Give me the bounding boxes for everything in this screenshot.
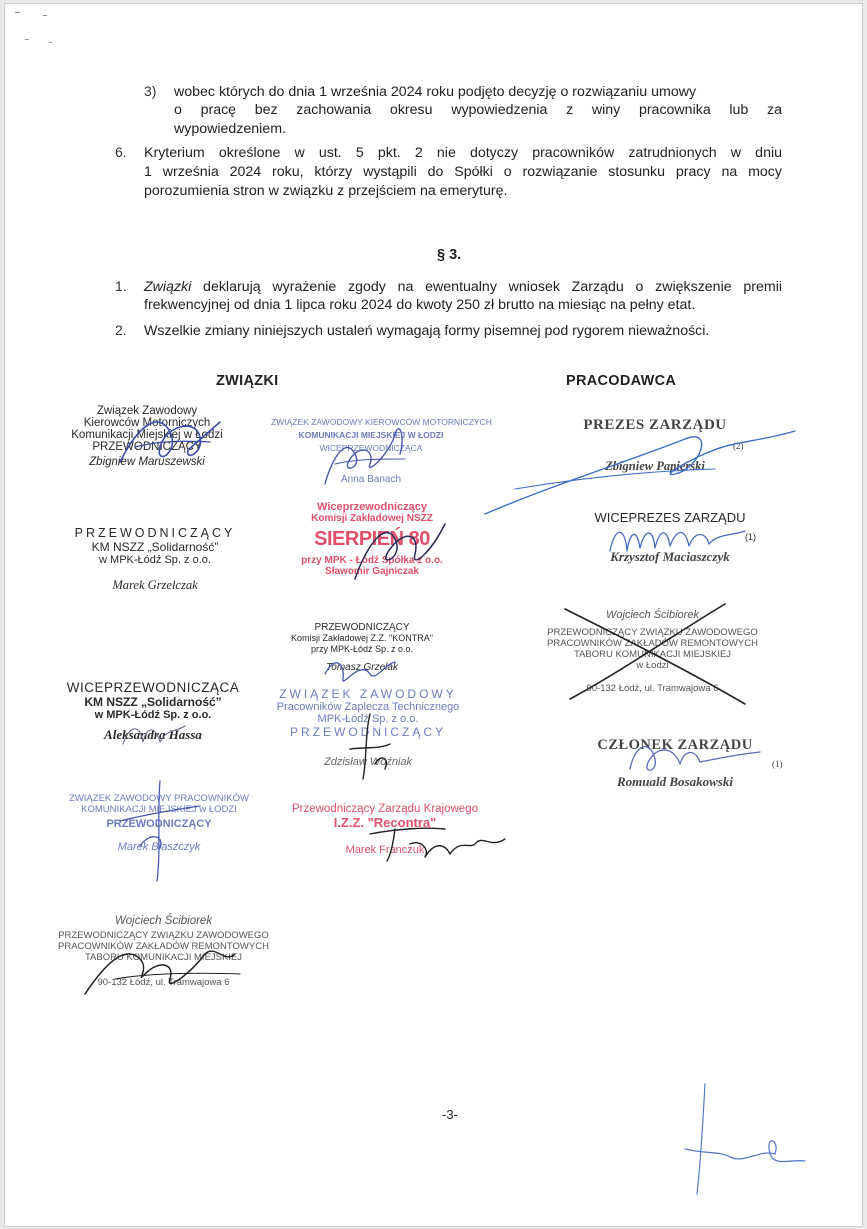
stamp-line: Wiceprzewodniczący bbox=[317, 501, 427, 513]
list-item-3-line1: wobec których do dnia 1 września 2024 roku podjęto decyzję o rozwiązaniu umowy bbox=[174, 84, 697, 100]
signature bbox=[620, 734, 770, 779]
stamp-name: Wojciech Ścibiorek bbox=[606, 609, 699, 621]
stamp-name: Tomasz Grzelak bbox=[326, 662, 398, 673]
page-number: -3- bbox=[442, 1107, 458, 1122]
stamp-line: KOMUNIKACJI MIEJSKIEJ W ŁODZI bbox=[298, 430, 444, 440]
stamp-line: w MPK-Łódź Sp. z o.o. bbox=[94, 709, 212, 721]
stamp-title: WICEPRZEWODNICZĄCA bbox=[66, 680, 240, 695]
stamp-line: 90-132 Łódź, ul. Tramwajowa 6 bbox=[97, 977, 230, 988]
stamp-line: MPK-Łódź Sp. z o.o. bbox=[317, 713, 419, 725]
stamp-name: Zbigniew Maruszewski bbox=[89, 456, 205, 468]
stamp-title: ZWIĄZEK ZAWODOWY bbox=[279, 687, 457, 701]
list-item-3-line2: o pracę bez zachowania okresu wypowiedzenia z winy pracownika lub za bbox=[174, 102, 782, 118]
signature bbox=[100, 402, 240, 477]
stamp-line: KM NSZZ „Solidarność” bbox=[91, 540, 219, 554]
stamp-line: ZWIĄZEK ZAWODOWY KIEROWCÓW MOTORNICZYCH bbox=[271, 417, 492, 427]
stamp-line: Kierowców Motorniczych bbox=[83, 417, 211, 429]
stamp-line: KM NSZZ „Solidarność” bbox=[84, 695, 222, 709]
stamp-line: PRACOWNIKÓW ZAKŁADÓW REMONTOWYCH bbox=[58, 941, 269, 952]
stamp-line: Komisji Zakładowej Z.Z. "KONTRA" bbox=[291, 633, 433, 643]
stamp-name: Marek Grzelczak bbox=[112, 578, 198, 592]
list-number: 3) bbox=[144, 83, 157, 99]
stamp-line: KOMUNIKACJI MIEJSKIEJ w ŁODZI bbox=[81, 804, 237, 815]
list-item-6-line3: porozumienia stron w związku z przejściem na emeryturę. bbox=[144, 183, 508, 199]
signature bbox=[65, 924, 265, 1004]
stamp-name: Marek Błaszczyk bbox=[117, 841, 201, 853]
document-page bbox=[4, 3, 863, 1227]
section3-p1-line2: frekwencyjnej od dnia 1 lipca roku 2024 do kwoty 250 zł brutto na miesiąc na pełny etat. bbox=[144, 297, 696, 313]
stamp-line: PRZEWODNICZĄCY bbox=[92, 441, 202, 453]
stamp-title: PRZEWODNICZĄCY bbox=[314, 622, 410, 633]
stamp-line: TABORU KOMUNIKACJI MIEJSKIEJ bbox=[573, 649, 732, 660]
stamp-name: Sławomir Gajniczak bbox=[325, 566, 419, 577]
column-title-pracodawca: PRACODAWCA bbox=[566, 373, 677, 389]
signature bbox=[335, 499, 455, 589]
list-number: 2. bbox=[115, 322, 127, 338]
stamp-name: Wojciech Ścibiorek bbox=[114, 915, 213, 927]
list-item-6-line2: 1 września 2024 roku, którzy wystąpili do Spółki o rozwiązanie stosunku pracy na mocy bbox=[144, 164, 782, 180]
signature bbox=[115, 714, 195, 754]
section3-p2: Wszelkie zmiany niniejszych ustaleń wymagają formy pisemnej pod rygorem nieważności. bbox=[144, 323, 710, 339]
stamp-title: WICEPREZES ZARZĄDU bbox=[594, 510, 746, 525]
stamp-line: ZWIĄZEK ZAWODOWY PRACOWNIKÓW bbox=[69, 793, 249, 804]
initials-mark bbox=[675, 1079, 815, 1199]
emphasis-text: Związki bbox=[144, 279, 192, 295]
stamp-title: Przewodniczący Zarządu Krajowego bbox=[291, 803, 478, 815]
signature bbox=[105, 776, 215, 886]
signature bbox=[365, 819, 515, 869]
stamp-line: PRACOWNIKÓW ZAKŁADÓW REMONTOWYCH bbox=[547, 638, 758, 649]
stamp-name: Zdzisław Woźniak bbox=[323, 756, 413, 768]
stamp-name: Aleksandra Hassa bbox=[104, 727, 202, 742]
list-item-6-line1: Kryterium określone w ust. 5 pkt. 2 nie dotyczy pracowników zatrudnionych w dniu bbox=[144, 145, 782, 161]
signature bbox=[605, 516, 765, 566]
stamp-name: Anna Banach bbox=[340, 474, 402, 485]
stamp-name: Zbigniew Papierski bbox=[605, 459, 705, 473]
stamp-index: (2) bbox=[733, 441, 744, 451]
section-heading: § 3. bbox=[437, 247, 462, 263]
stamp-line: przy MPK-Łódź Sp. z o.o. bbox=[310, 644, 414, 654]
column-title-zwiazki: ZWIĄZKI bbox=[216, 373, 279, 389]
stamp-line: w Łodzi bbox=[636, 660, 669, 671]
scan-speck bbox=[43, 15, 47, 16]
stamp-index: (1) bbox=[745, 532, 756, 542]
text: deklarują wyrażenie zgody na ewentualny wniosek Zarządu o zwiększenie premii bbox=[191, 279, 782, 295]
stamp-title: PRZEWODNICZĄCY bbox=[74, 526, 236, 540]
stamp-title: PRZEWODNICZĄCY bbox=[106, 818, 212, 830]
stamp-logo-text: SIERPIEŃ 80 bbox=[314, 528, 430, 550]
stamp-line: TABORU KOMUNIKACJI MIEJSKIEJ bbox=[84, 952, 243, 963]
stamp-line: w MPK-Łódź Sp. z o.o. bbox=[99, 554, 211, 566]
signature bbox=[475, 409, 805, 519]
signature bbox=[295, 404, 435, 494]
stamp-title: CZŁONEK ZARZĄDU bbox=[597, 737, 753, 753]
stamp-name: Marek Franczuk bbox=[345, 844, 425, 856]
stamp-line: PRZEWODNICZĄCY ZWIĄZKU ZAWODOWEGO bbox=[547, 627, 758, 638]
stamp-line: PRZEWODNICZĄCY ZWIĄZKU ZAWODOWEGO bbox=[58, 930, 269, 941]
stamp-index: (1) bbox=[772, 759, 783, 769]
cross-out-mark bbox=[545, 599, 775, 709]
stamp-solidarnosc-grzelczak bbox=[60, 526, 250, 593]
list-number: 1. bbox=[115, 278, 127, 294]
list-item-3-line3: wypowiedzeniem. bbox=[174, 121, 286, 137]
stamp-line: Pracowników Zaplecza Technicznego bbox=[276, 701, 460, 713]
scan-speck bbox=[15, 12, 20, 13]
stamp-line: Związek Zawodowy bbox=[96, 405, 198, 417]
stamp-line: Komunikacji Miejskiej w Łodzi bbox=[71, 429, 223, 441]
stamp-name: Romuald Bosakowski bbox=[617, 774, 733, 789]
scan-speck bbox=[25, 39, 29, 40]
stamp-title: PREZES ZARZĄDU bbox=[583, 417, 727, 433]
stamp-line: Komisji Zakładowej NSZZ bbox=[311, 513, 433, 524]
stamp-line: I.Z.Z. "Recontra" bbox=[333, 815, 437, 830]
stamp-name: Krzysztof Maciaszczyk bbox=[610, 549, 730, 564]
stamp-line: 90-132 Łódź, ul. Tramwajowa 6 bbox=[586, 683, 719, 694]
signature bbox=[335, 709, 405, 789]
stamp-line: WICEPRZEWODNICZĄCA bbox=[319, 443, 423, 453]
scan-speck bbox=[49, 42, 52, 43]
stamp-line: przy MPK - Łódź Spółka z o.o. bbox=[301, 555, 443, 566]
list-number: 6. bbox=[115, 144, 127, 160]
section3-p1-line1 bbox=[144, 278, 782, 296]
stamp-line: PRZEWODNICZĄCY bbox=[290, 725, 446, 739]
